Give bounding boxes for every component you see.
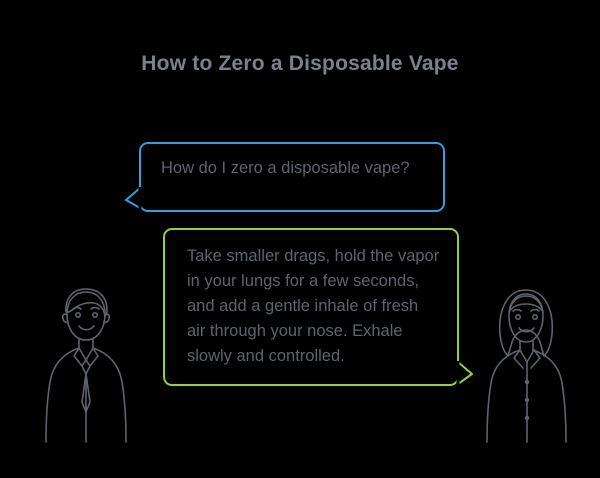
avatar-man-left xyxy=(38,282,134,452)
answer-text: Take smaller drags, hold the vapor in your lungs for a few seconds, and add a gentle inhale of fresh air through your nose. Exhale slowly and controlled. xyxy=(187,247,440,365)
question-bubble-tail xyxy=(124,186,146,216)
avatar-woman-right xyxy=(478,282,574,452)
question-text: How do I zero a disposable vape? xyxy=(161,159,410,177)
question-speech-bubble xyxy=(139,142,445,212)
answer-bubble-tail xyxy=(452,358,478,390)
page-title: How to Zero a Disposable Vape xyxy=(141,52,459,75)
answer-speech-bubble xyxy=(163,228,459,386)
